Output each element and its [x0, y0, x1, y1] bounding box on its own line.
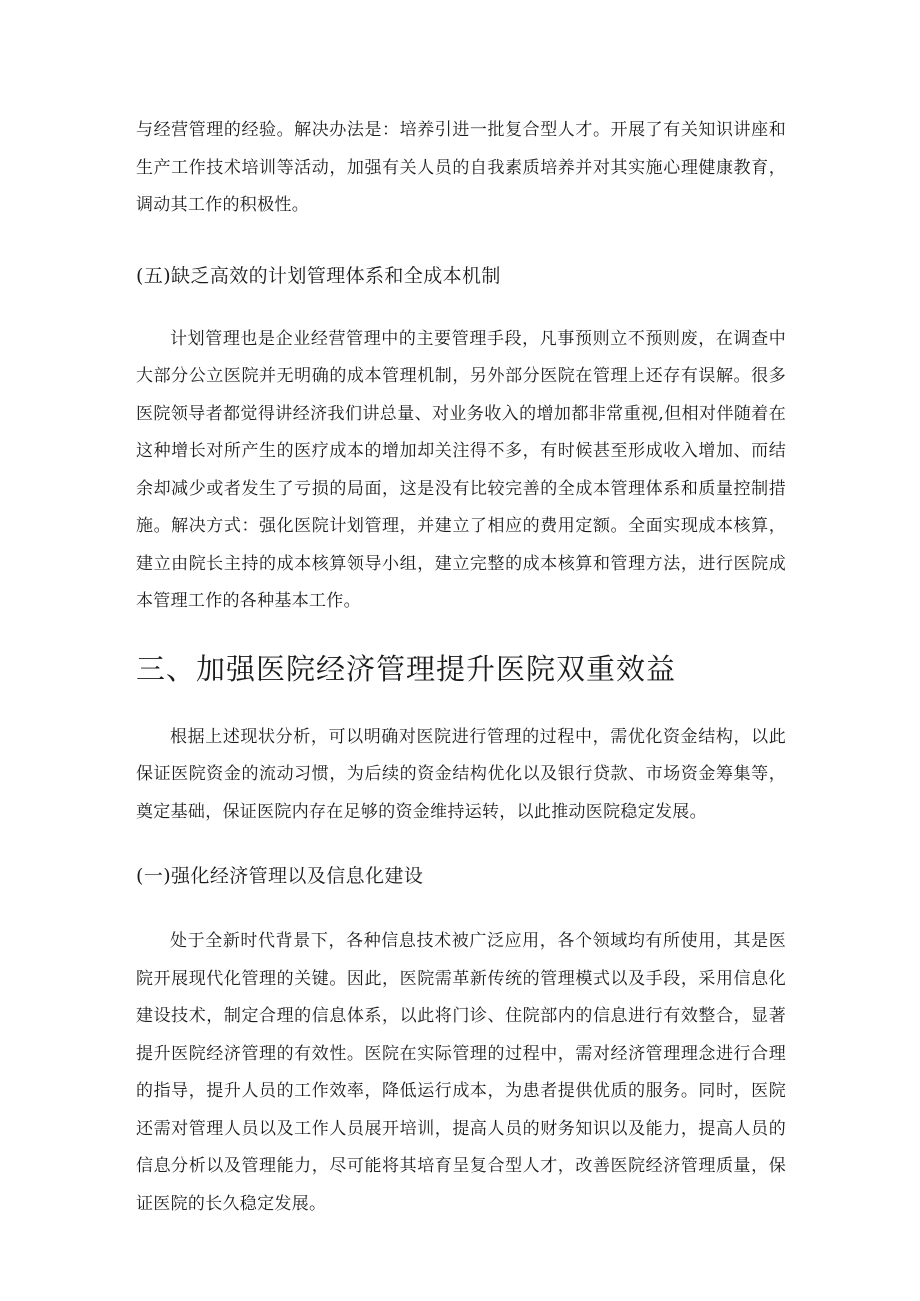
- paragraph-analysis: 根据上述现状分析，可以明确对医院进行管理的过程中，需优化资金结构，以此保证医院资金的流动习惯，为后续的资金结构优化以及银行贷款、市场资金筹集等，奠定基础，保证医院内存在足够的资金维持运转，以此推动医院稳定发展。: [136, 726, 786, 822]
- subheading-five: (五)缺乏高效的计划管理体系和全成本机制: [136, 264, 501, 287]
- paragraph-information: 处于全新时代背景下，各种信息技术被广泛应用，各个领域均有所使用，其是医院开展现代化管理的关键。因此，医院需革新传统的管理模式以及手段，采用信息化建设技术，制定合理的信息体系，以此将门诊、住院部内的信息进行有效整合，显著提升医院经济管理的有效性。医院在实际管理的过程中，需对经济管理理念进行合理的指导，提升人员的工作效率，降低运行成本，为患者提供优质的服务。同时，医院还需对管理人员以及工作人员展开培训，提高人员的财务知识以及能力，提高人员的信息分析以及管理能力，尽可能将其培育呈复合型人才，改善医院经济管理质量，保证医院的长久稳定发展。: [136, 931, 786, 1214]
- section-heading-three: 三、加强医院经济管理提升医院双重效益: [136, 651, 677, 686]
- subheading-one: (一)强化经济管理以及信息化建设: [136, 865, 424, 887]
- document-page: [136, 112, 786, 1223]
- paragraph-planning: 计划管理也是企业经营管理中的主要管理手段，凡事预则立不预则废，在调查中大部分公立医院并无明确的成本管理机制，另外部分医院在管理上还存有误解。很多医院领导者都觉得讲经济我们讲总量、对业务收入的增加都非常重视,但相对伴随着在这种增长对所产生的医疗成本的增加却关注得不多，有时候甚至形成收入增加、而结余却减少或者发生了亏损的局面，这是没有比较完善的全成本管理体系和质量控制措施。解决方式：强化医院计划管理，并建立了相应的费用定额。全面实现成本核算，建立由院长主持的成本核算领导小组，建立完整的成本核算和管理方法，进行医院成本管理工作的各种基本工作。: [136, 328, 786, 611]
- paragraph-continued: 与经营管理的经验。解决办法是：培养引进一批复合型人才。开展了有关知识讲座和生产工作技术培训等活动，加强有关人员的自我素质培养并对其实施心理健康教育，调动其工作的积极性。: [136, 120, 786, 215]
